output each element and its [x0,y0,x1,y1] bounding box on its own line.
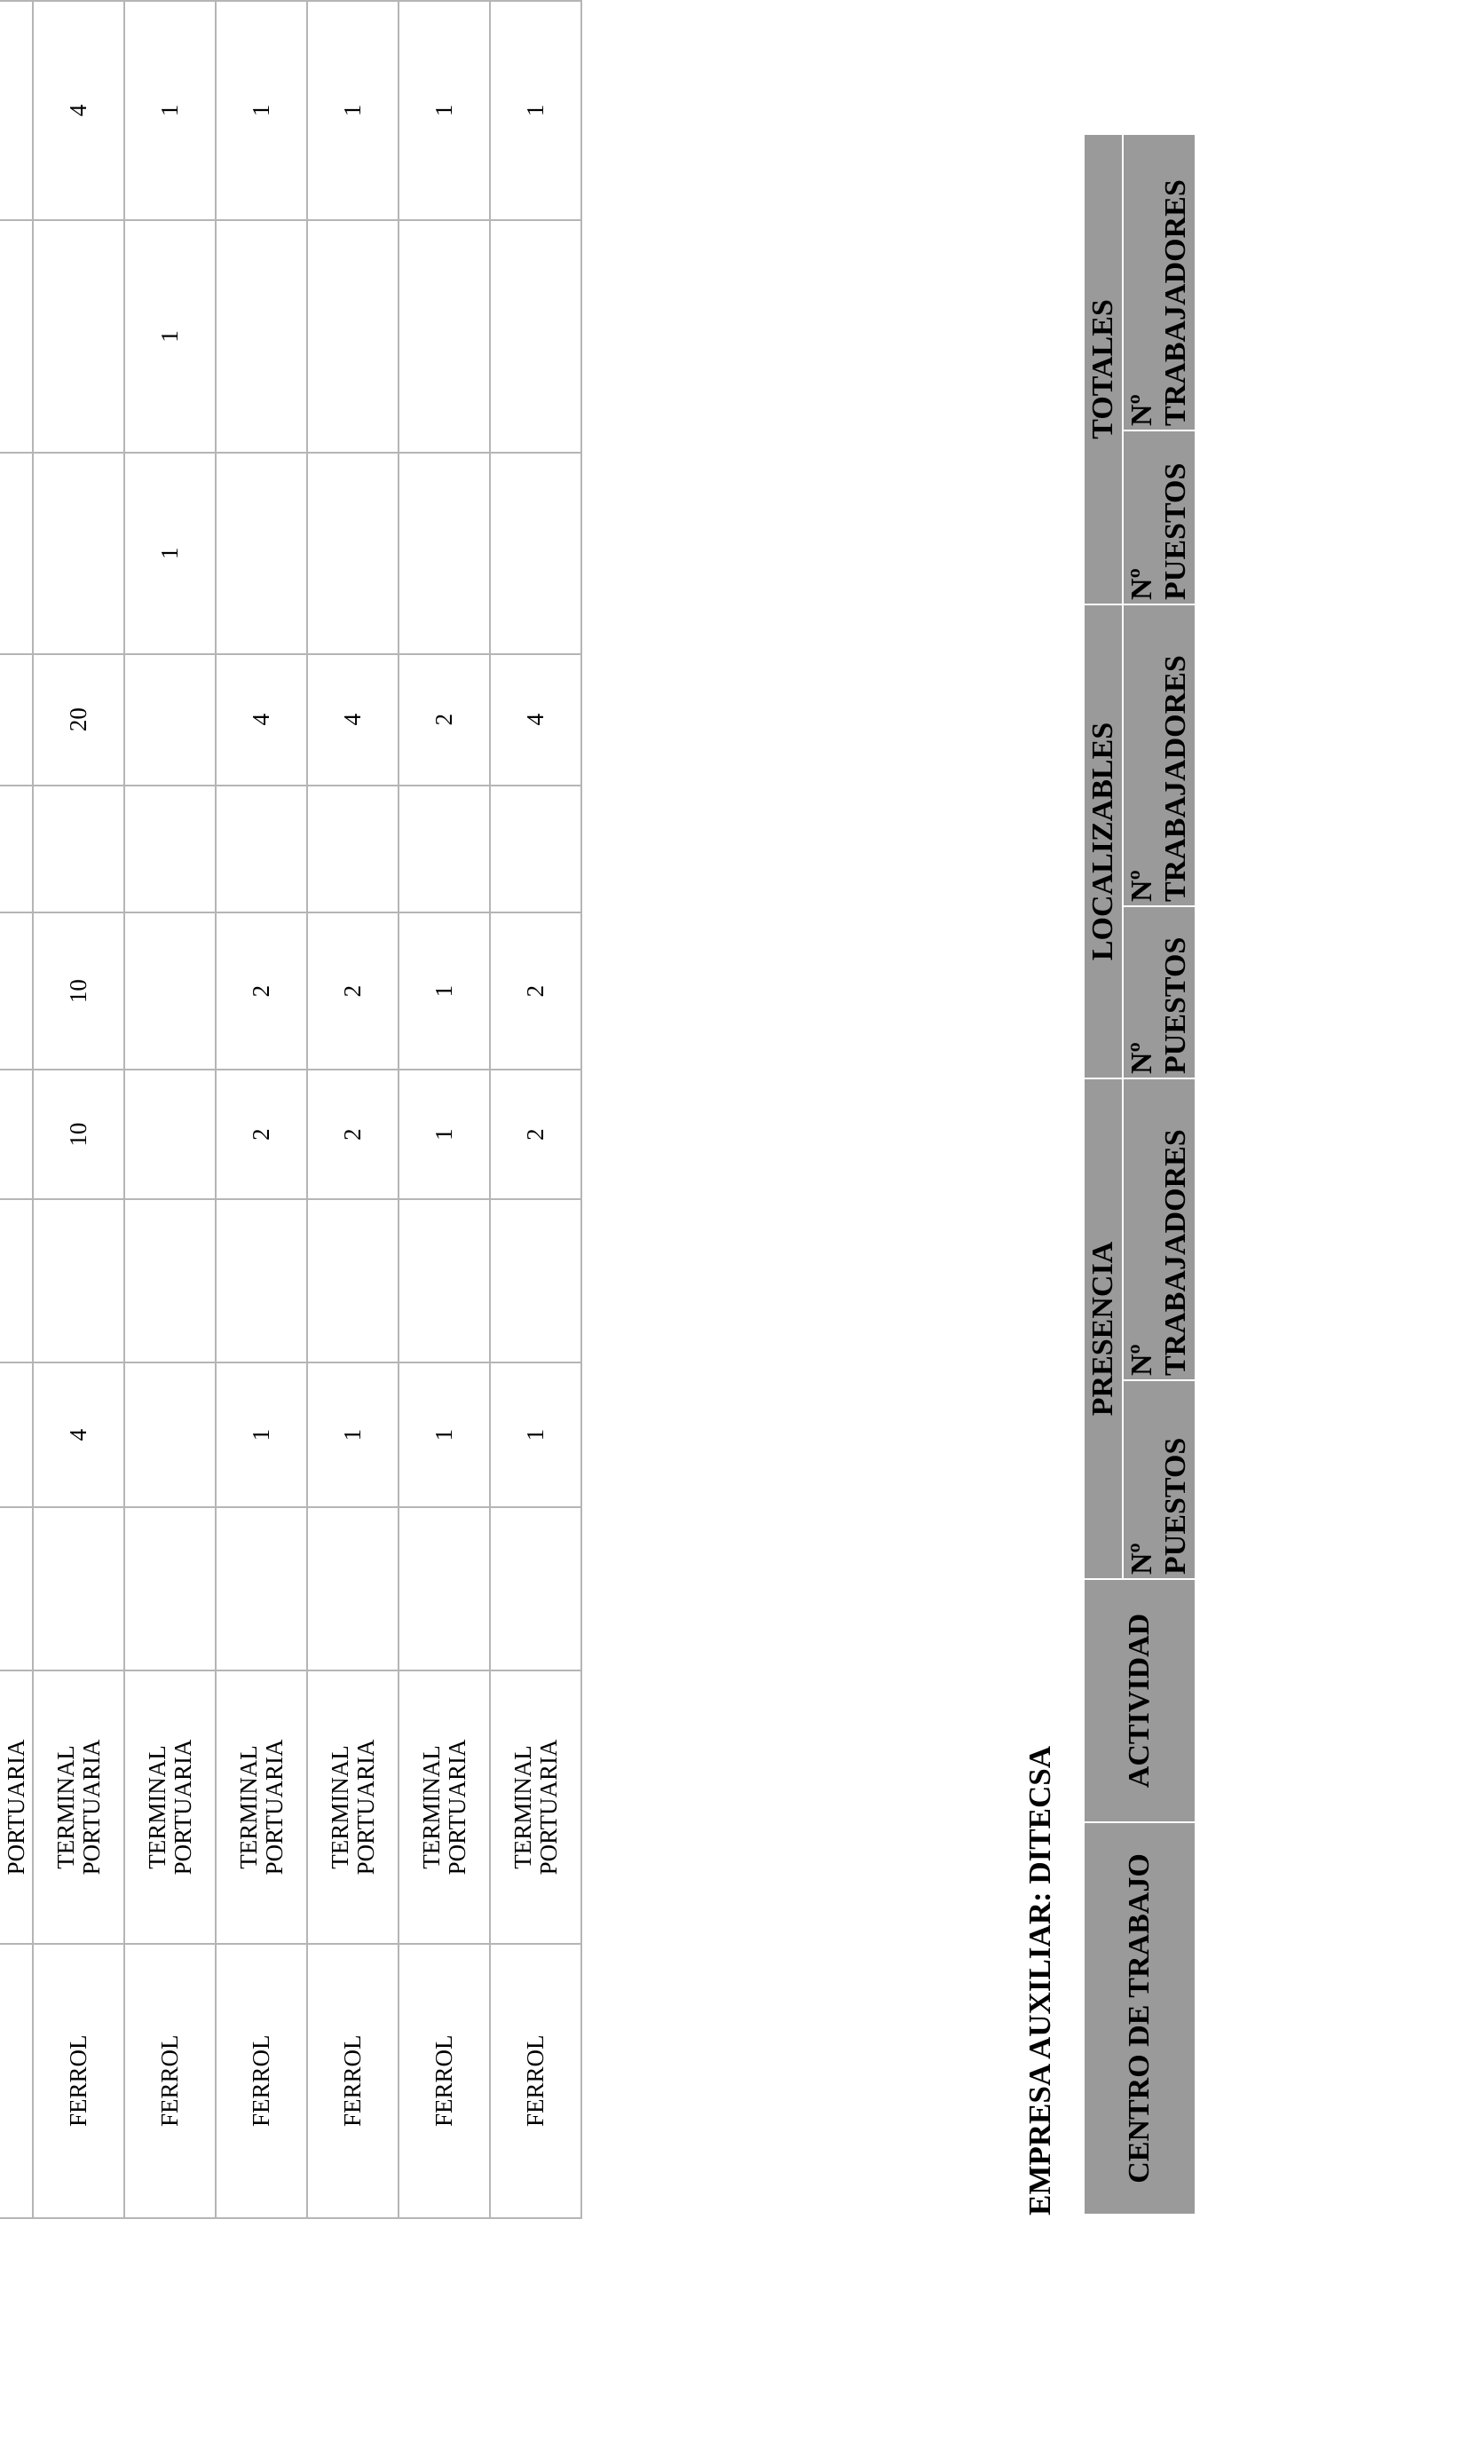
cell-value [490,1508,581,1671]
cell-value [216,1508,307,1671]
cell-centro: FERROL [124,1944,216,2218]
cell-value [33,453,124,653]
cell-value [399,1199,490,1362]
table-row [307,1,399,2218]
cell-value [216,1199,307,1362]
cell-value: 1 [216,1,307,220]
cell-centro: FERROL [490,1944,581,2218]
cell-value: 4 [307,654,399,786]
cell-actividad: TERMINAL PORTUARIA [33,1670,124,1943]
table-row [124,1,216,2218]
cell-value: 4 [490,654,581,786]
cell-value [124,786,216,913]
cell-value: 10 [33,912,124,1070]
header-table [1083,133,1196,2215]
cell-centro [0,1944,33,2218]
cell-value: 2 [216,912,307,1070]
cell-value [307,220,399,453]
cell-value: 2 [216,1070,307,1199]
cell-actividad: PORTUARIA [0,1670,33,1943]
cell-value: 1 [124,453,216,653]
header-presencia-trabajadores: Nº TRABAJADORES [1123,1078,1196,1380]
cell-value [33,1508,124,1671]
cell-value [0,453,33,653]
cell-actividad: TERMINAL PORTUARIA [490,1670,581,1943]
cell-value [307,786,399,913]
header-presencia-puestos: Nº PUESTOS [1123,1380,1196,1579]
cell-value: 2 [490,912,581,1070]
shifts-data-table [0,0,582,2219]
cell-value [124,654,216,786]
cell-value [490,220,581,453]
cell-value [124,912,216,1070]
header-localizables-puestos: Nº PUESTOS [1123,906,1196,1078]
cell-value: 1 [490,1,581,220]
cell-value [0,1508,33,1671]
cell-value [0,654,33,786]
cell-value [33,1199,124,1362]
cell-value: 4 [216,654,307,786]
cell-value [490,786,581,913]
cell-value: 2 [490,1070,581,1199]
cell-value: 10 [33,1070,124,1199]
cell-value [399,786,490,913]
header-presencia: PRESENCIA [1084,1078,1123,1579]
cell-value [307,1508,399,1671]
cell-value: 1 [216,1362,307,1508]
header-totales: TOTALES [1084,134,1123,604]
cell-centro: FERROL [216,1944,307,2218]
cell-value: 2 [399,654,490,786]
cell-value [399,220,490,453]
table-row-cut [0,1,33,2218]
cell-value: 1 [490,1362,581,1508]
cell-value [216,786,307,913]
cell-value [0,786,33,913]
table-row [216,1,307,2218]
cell-actividad: TERMINAL PORTUARIA [399,1670,490,1943]
cell-centro: FERROL [399,1944,490,2218]
cell-value [216,220,307,453]
cell-value: 1 [307,1,399,220]
company-title: EMPRESA AUXILIAR: DITECSA [1022,1746,1057,2215]
header-actividad: ACTIVIDAD [1084,1579,1196,1822]
cell-value [0,1362,33,1508]
cell-value: 1 [307,1362,399,1508]
cell-value [124,1199,216,1362]
cell-value [216,453,307,653]
cell-value [33,220,124,453]
cell-value [0,220,33,453]
cell-actividad: TERMINAL PORTUARIA [124,1670,216,1943]
cell-value [399,1508,490,1671]
header-totales-trabajadores: Nº TRABAJADORES [1123,134,1196,430]
cell-value [399,453,490,653]
cell-value [0,912,33,1070]
cell-value [307,1199,399,1362]
cell-value: 4 [33,1,124,220]
cell-value: 1 [399,1,490,220]
cell-value [124,1070,216,1199]
cell-value [490,453,581,653]
cell-value: 4 [33,1362,124,1508]
table-row [490,1,581,2218]
header-centro-de-trabajo: CENTRO DE TRABAJO [1084,1822,1196,2215]
cell-actividad: TERMINAL PORTUARIA [216,1670,307,1943]
cell-value [307,453,399,653]
cell-value: 20 [33,654,124,786]
cell-value: 1 [399,912,490,1070]
cell-value [33,786,124,913]
cell-centro: FERROL [33,1944,124,2218]
cell-value [124,1508,216,1671]
header-totales-puestos: Nº PUESTOS [1123,430,1196,604]
cell-value: 1 [399,1362,490,1508]
cell-value [124,1362,216,1508]
header-localizables-trabajadores: Nº TRABAJADORES [1123,604,1196,906]
cell-value: 1 [124,1,216,220]
header-localizables: LOCALIZABLES [1084,604,1123,1078]
cell-centro: FERROL [307,1944,399,2218]
table-row [33,1,124,2218]
cell-value: 2 [307,912,399,1070]
cell-value [0,1070,33,1199]
cell-value: 2 [307,1070,399,1199]
table-row [399,1,490,2218]
cell-value [0,1,33,220]
cell-value [0,1199,33,1362]
cell-value: 1 [124,220,216,453]
cell-actividad: TERMINAL PORTUARIA [307,1670,399,1943]
cell-value [490,1199,581,1362]
cell-value: 1 [399,1070,490,1199]
